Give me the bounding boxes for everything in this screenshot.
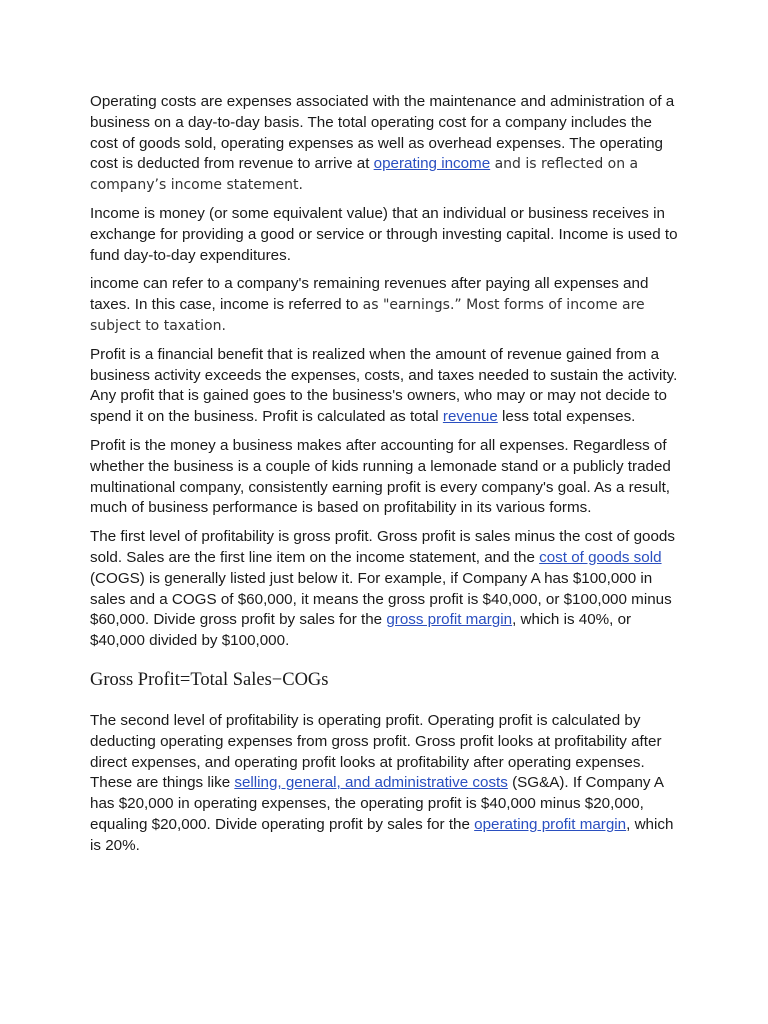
paragraph-profit-money — [90, 436, 680, 519]
cost-of-goods-sold-link[interactable]: cost of goods sold — [539, 548, 662, 566]
paragraph-text: and is reflected on a company’s income statement. — [90, 156, 639, 194]
paragraph-text: , which is 40%, or $40,000 divided by $100,000. — [90, 611, 632, 650]
sga-costs-link[interactable]: selling, general, and administrative costs — [234, 774, 508, 792]
operating-income-link[interactable]: operating income — [373, 155, 491, 173]
paragraph-income-earnings — [90, 274, 680, 336]
paragraph-text: Income is money (or some equivalent value) that an individual or business receives in exchange for providing a good or service or through investing capital. Income is used to fund day-to-day expenditures. — [90, 204, 678, 264]
document-page — [90, 92, 680, 865]
operating-profit-margin-link[interactable]: operating profit margin — [474, 815, 627, 833]
paragraph-text: (SG&A). If Company A has $20,000 in operating expenses, the operating profit is $40,000 minus $20,000, equaling $20,000. Divide operating profit by sales for the — [90, 774, 664, 833]
paragraph-text: less total expenses. — [497, 408, 636, 426]
revenue-link[interactable]: revenue — [442, 408, 498, 426]
paragraph-text: Profit is a financial benefit that is realized when the amount of revenue gained from a business activity exceeds the expenses, costs, and taxes needed to sustain the activity. Any profit that is gained goes to the business's owners, who may or may not decide to spend it on the business. Profit is calculated as total — [90, 345, 678, 426]
paragraph-text: The first level of profitability is gross profit. Gross profit is sales minus the cost of goods sold. Sales are the first line item on the income statement, and the — [90, 528, 675, 566]
paragraph-profit-definition — [90, 345, 680, 428]
paragraph-text: The second level of profitability is operating profit. Operating profit is calculated by deducting operating expenses from gross profit. Gross profit looks at profitability after direct expenses, and operating profit looks at profitability after operating expenses. These are things like — [90, 711, 662, 792]
paragraph-income — [90, 204, 680, 266]
paragraph-text: income can refer to a company's remaining revenues after paying all expenses and taxes. In this case, income is referred to — [90, 275, 649, 314]
paragraph-gross-profit — [90, 527, 680, 652]
paragraph-text: (COGS) is generally listed just below it. For example, if Company A has $100,000 in sales and a COGS of $60,000, it means the gross profit is $40,000, or $100,000 minus $60,000. Divide gross profit by sales for the — [90, 569, 672, 629]
paragraph-text: Profit is the money a business makes after accounting for all expenses. Regardless of whether the business is a couple of kids running a lemonade stand or a publicly traded multinational company, consistently earning profit is every company's goal. As a result, much of business performance is based on profitability in its various forms. — [90, 436, 671, 517]
paragraph-operating-profit — [90, 711, 680, 857]
paragraph-text: , which is 20%. — [90, 815, 674, 854]
gross-profit-margin-link[interactable]: gross profit margin — [386, 611, 513, 629]
paragraph-operating-costs — [90, 92, 680, 196]
paragraph-text: as "earnings.” Most forms of income are subject to taxation. — [90, 297, 645, 334]
gross-profit-formula: Gross Profit=Total Sales−COGs — [90, 669, 329, 690]
paragraph-text: Operating costs are expenses associated with the maintenance and administration of a business on a day-to-day basis. The total operating cost for a company includes the cost of goods sold, operating expenses as well as overhead expenses. The operating cost is deducted from revenue to arrive at — [90, 93, 675, 173]
